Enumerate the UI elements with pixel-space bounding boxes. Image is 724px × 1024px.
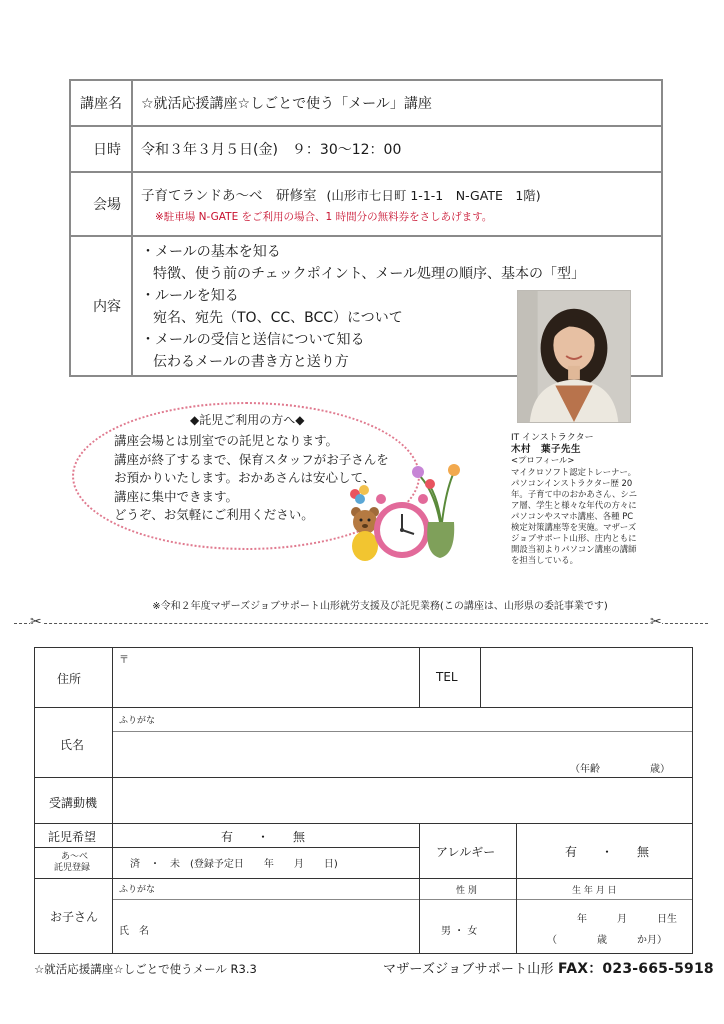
form-rule xyxy=(35,707,692,708)
gender-options: 男 ・ 女 xyxy=(441,926,478,937)
footer-course-code: ☆就活応援講座☆しごとで使うメール R3.3 xyxy=(34,962,257,976)
form-rule xyxy=(113,731,692,732)
course-venue-label: 会場 xyxy=(70,172,132,236)
scissors-icon: ✂ xyxy=(30,614,42,630)
course-date: 令和３年３月５日(金) ９：30～12：00 xyxy=(132,126,662,172)
birthdate-label: 生 年 月 日 xyxy=(572,886,617,896)
form-rule xyxy=(419,648,420,707)
postal-mark: 〒 xyxy=(119,655,129,666)
bio-line: パソコンインストラクター歴 20 xyxy=(511,478,633,488)
venue-parking-note: ※駐車場 N-GATE をご利用の場合、1 時間分の無料券をさしあげます。 xyxy=(155,211,493,223)
bio-line: 開設当初よりパソコン講座の講師 xyxy=(511,544,637,554)
instructor-role: IT インストラクター xyxy=(511,433,594,443)
course-venue xyxy=(132,172,662,236)
childcare-line: どうぞ、お気軽にご利用ください。 xyxy=(114,507,314,522)
course-title: ☆就活応援講座☆しごとで使う「メール」講座 xyxy=(132,80,662,126)
tel-label: TEL xyxy=(436,670,458,684)
form-rule xyxy=(35,823,692,824)
allergy-options: 有 ・ 無 xyxy=(565,845,650,859)
bio-line: パソコンやスマホ講座、各種 PC xyxy=(511,511,634,521)
childcare-line: 講座に集中できます。 xyxy=(114,488,239,504)
name-label: 氏名 xyxy=(60,738,85,752)
age-field: （年齢 歳） xyxy=(570,764,670,775)
content-item: ・ルールを知る xyxy=(141,288,239,304)
course-content-label: 内容 xyxy=(70,236,132,376)
allergy-label: アレルギー xyxy=(436,845,496,859)
gender-label: 性 別 xyxy=(456,886,477,896)
application-form xyxy=(34,647,693,954)
footer-contact xyxy=(383,958,714,978)
venue-name: 子育てランドあ～べ 研修室 xyxy=(141,188,317,204)
child-name-label: 氏 名 xyxy=(119,926,149,937)
scissors-icon: ✂ xyxy=(650,614,662,630)
address-label: 住所 xyxy=(57,672,82,686)
registration-options: 済 ・ 未 (登録予定日 年 月 日) xyxy=(130,859,338,870)
content-item: ・メールの受信と送信について知る xyxy=(141,332,365,348)
bio-line: 年。子育て中のおかあさん、シニ xyxy=(511,489,638,499)
bio-line: ア層、学生と様々な年代の方々に xyxy=(511,500,637,510)
form-rule xyxy=(35,777,692,778)
footer-fax: FAX：023-665-5918 xyxy=(558,961,714,977)
child-furigana: ふりがな xyxy=(119,885,156,895)
childcare-options: 有 ・ 無 xyxy=(221,830,306,844)
form-rule xyxy=(35,847,419,848)
form-rule xyxy=(419,823,420,953)
course-title-label: 講座名 xyxy=(70,80,132,126)
content-item: 宛名、宛先（TO、CC、BCC）について xyxy=(153,310,403,326)
form-rule xyxy=(480,648,481,707)
childcare-request-label: 託児希望 xyxy=(48,830,97,844)
form-rule xyxy=(113,899,692,900)
form-rule xyxy=(35,878,692,879)
content-item: 伝わるメールの書き方と送り方 xyxy=(153,354,349,370)
instructor-photo xyxy=(517,290,631,423)
bio-line: を担当している。 xyxy=(511,555,578,565)
registration-label-1: あ～べ xyxy=(61,852,89,862)
childcare-title: ◆託児ご利用の方へ◆ xyxy=(190,413,305,427)
bio-line: ジョブサポート山形、庄内ともに xyxy=(511,533,637,543)
childcare-line: 講座が終了するまで、保育スタッフがお子さんを xyxy=(114,451,389,467)
content-item: ・メールの基本を知る xyxy=(141,244,281,260)
motive-label: 受講動機 xyxy=(49,796,98,810)
registration-label-2: 託児登録 xyxy=(54,863,91,873)
bio-line: 検定対策講座等を実施。マザーズ xyxy=(511,522,637,532)
profile-heading: <プロフィール> xyxy=(511,455,575,465)
form-rule xyxy=(112,648,113,953)
footnote: ※令和２年度マザーズジョブサポート山形就労支援及び託児業務(この講座は、山形県の委託事業です) xyxy=(152,601,608,612)
content-item: 特徴、使う前のチェックポイント、メール処理の順序、基本の「型」 xyxy=(153,266,586,282)
name-furigana: ふりがな xyxy=(119,716,156,726)
bio-line: マイクロソフト認定トレーナー。 xyxy=(511,467,636,477)
childcare-line: 講座会場とは別室での託児となります。 xyxy=(114,433,339,448)
child-label: お子さん xyxy=(50,910,99,924)
childcare-line: お預かりいたします。おかあさんは安心して、 xyxy=(114,470,376,485)
child-age-field: （ 歳 か月） xyxy=(547,935,667,946)
instructor-profile xyxy=(511,433,641,566)
clock-flower-illustration xyxy=(342,450,460,564)
form-rule xyxy=(516,823,517,953)
course-date-label: 日時 xyxy=(70,126,132,172)
footer-org: マザーズジョブサポート山形 xyxy=(383,962,554,977)
instructor-name: 木村 葉子先生 xyxy=(511,444,582,455)
venue-address: (山形市七日町 1-1-1 N-GATE 1階) xyxy=(326,188,541,203)
cut-line xyxy=(14,623,708,624)
birthdate-field: 年 月 日生 xyxy=(577,914,677,925)
